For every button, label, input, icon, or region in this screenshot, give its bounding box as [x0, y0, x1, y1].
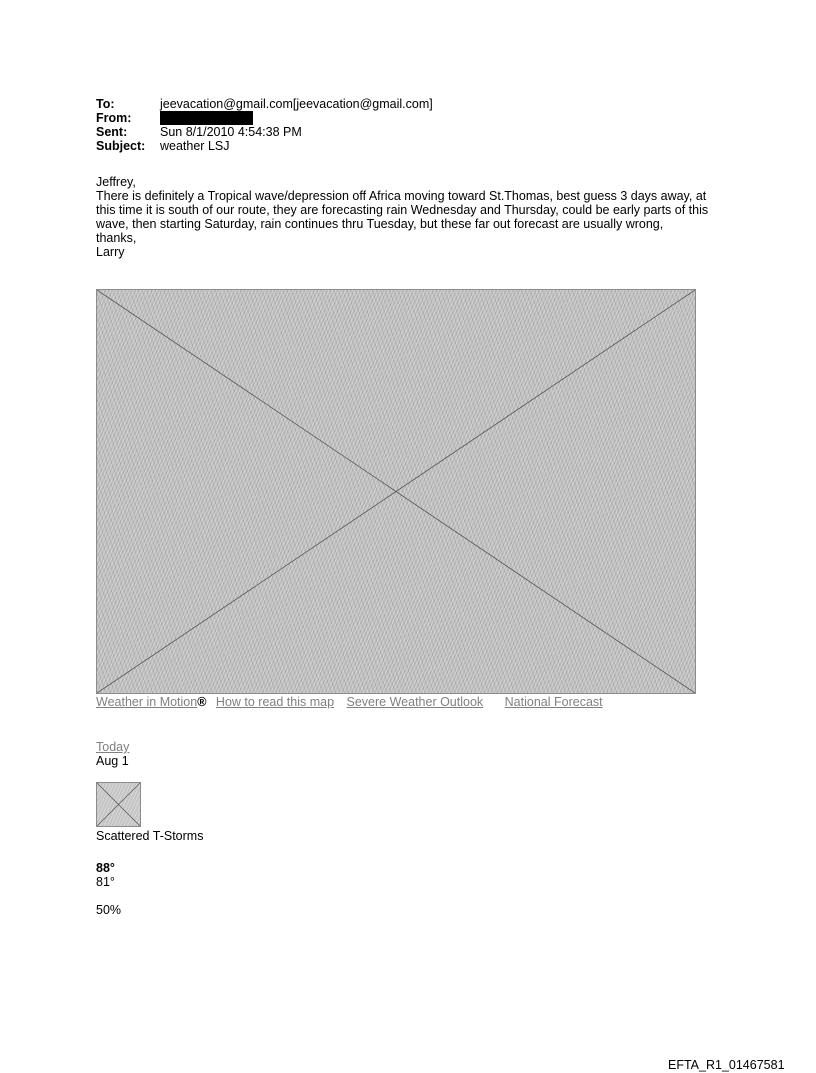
- broken-image-icon: [97, 290, 695, 693]
- registered-mark: ®: [197, 695, 207, 709]
- how-to-read-map-link[interactable]: How to read this map: [215, 695, 335, 709]
- email-body: [96, 175, 726, 259]
- severe-weather-outlook-link[interactable]: Severe Weather Outlook: [346, 695, 484, 709]
- national-forecast-link[interactable]: National Forecast: [504, 695, 603, 709]
- body-line: wave, then starting Saturday, rain continues thru Tuesday, but these far out forecast are usually wrong,: [96, 217, 664, 231]
- to-row: [96, 97, 433, 111]
- redaction-bar: [160, 111, 253, 125]
- body-line: Larry: [96, 245, 125, 259]
- to-value: jeevacation@gmail.com[jeevacation@gmail.com]: [160, 97, 433, 111]
- subject-label: Subject:: [96, 139, 146, 153]
- forecast-date: Aug 1: [96, 754, 129, 768]
- forecast-block: [96, 740, 203, 917]
- sent-value: Sun 8/1/2010 4:54:38 PM: [160, 125, 302, 139]
- precip-chance: 50%: [96, 903, 122, 917]
- email-header: [96, 97, 433, 153]
- body-line: There is definitely a Tropical wave/depression off Africa moving toward St.Thomas, best guess 3 days away, at: [96, 189, 707, 203]
- document-id: EFTA_R1_01467581: [668, 1058, 785, 1072]
- body-line: this time it is south of our route, they are forecasting rain Wednesday and Thursday, could be early parts of this: [96, 203, 709, 217]
- weather-map-placeholder: [96, 289, 696, 694]
- map-links: [96, 695, 603, 709]
- body-line: thanks,: [96, 231, 137, 245]
- forecast-condition: Scattered T-Storms: [96, 829, 204, 843]
- from-label: From:: [96, 111, 132, 125]
- sent-label: Sent:: [96, 125, 128, 139]
- body-line: Jeffrey,: [96, 175, 136, 189]
- weather-in-motion-link[interactable]: Weather in Motion: [96, 695, 198, 709]
- weather-icon: [96, 782, 141, 827]
- subject-row: [96, 139, 433, 153]
- to-label: To:: [96, 97, 115, 111]
- high-temp: 88°: [96, 861, 115, 875]
- broken-image-icon: [97, 783, 140, 826]
- from-row: [96, 111, 433, 125]
- sent-row: [96, 125, 433, 139]
- subject-value: weather LSJ: [160, 139, 230, 153]
- today-link[interactable]: Today: [96, 740, 130, 754]
- low-temp: 81°: [96, 875, 115, 889]
